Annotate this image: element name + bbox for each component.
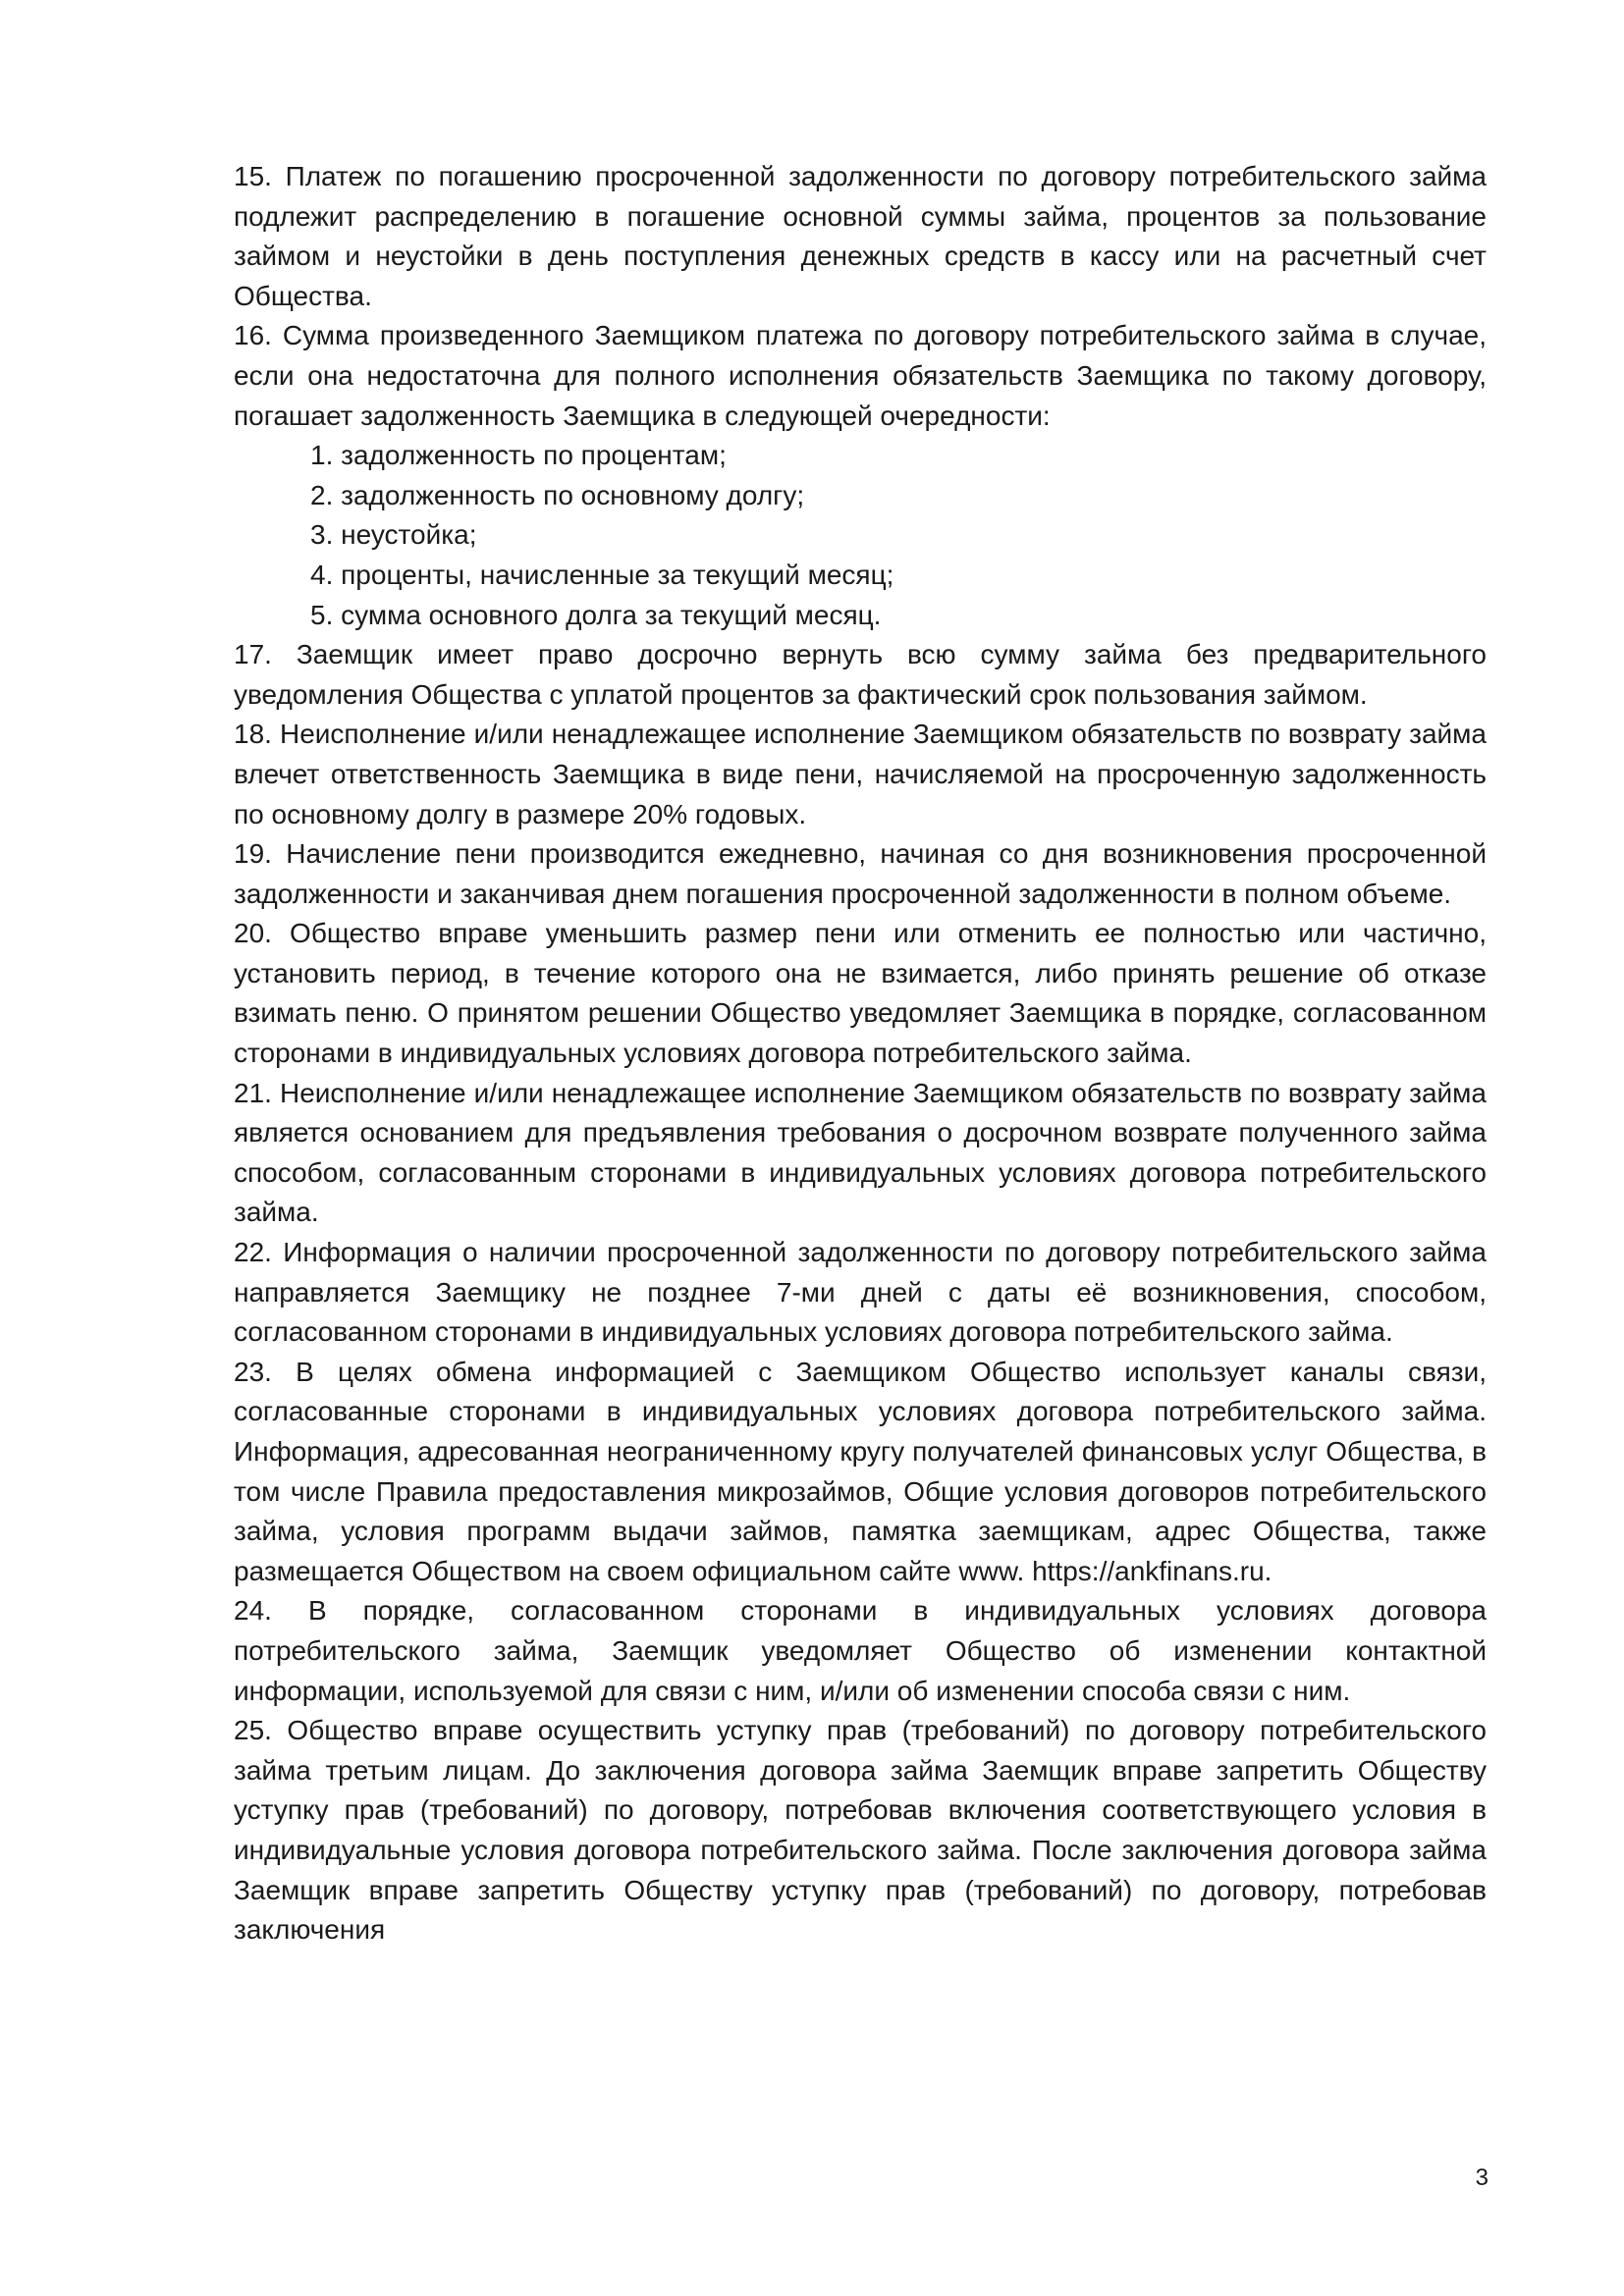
paragraph-16: 16. Сумма произведенного Заемщиком платежа по договору потребительского займа в случае, если она недостаточна для полного исполнения обязательств Заемщика по такому договору, погашает задолженность Заемщика в следующей очередности: [234, 320, 1487, 431]
paragraph-15: 15. Платеж по погашению просроченной задолженности по договору потребительского займа подлежит распределению в погашение основной суммы займа, процентов за пользование займом и неустойки в день поступления денежных средств в кассу или на расчетный счет Общества. [234, 161, 1487, 311]
list-item: 5. сумма основного долга за текущий месяц. [310, 599, 882, 630]
paragraph-19: 19. Начисление пени производится ежедневно, начиная со дня возникновения просроченной задолженности и заканчивая днем погашения просроченной задолженности в полном объеме. [234, 838, 1487, 909]
paragraph-20: 20. Общество вправе уменьшить размер пени или отменить ее полностью или частично, установить период, в течение которого она не взимается, либо принять решение об отказе взимать пеню. О принятом решении Общество уведомляет Заемщика в порядке, согласованном сторонами в индивидуальных условиях договора потребительского займа. [234, 918, 1487, 1069]
paragraph-23: 23. В целях обмена информацией с Заемщиком Общество использует каналы связи, согласованные сторонами в индивидуальных условиях договора потребительского займа. Информация, адресованная неограниченному кругу получателей финансовых услуг Общества, в том числе Правила предоставления микрозаймов, Общие условия договоров потребительского займа, условия программ выдачи займов, памятка заемщикам, адрес Общества, также размещается Обществом на своем официальном сайте www. https://ankfinans.ru. [234, 1356, 1487, 1586]
list-item: 2. задолженность по основному долгу; [310, 479, 805, 510]
document-body [234, 157, 1487, 1950]
page-number: 3 [1475, 2164, 1489, 2191]
paragraph-24: 24. В порядке, согласованном сторонами в индивидуальных условиях договора потребительского займа, Заемщик уведомляет Общество об изменении контактной информации, используемой для связи с ним, и/или об изменении способа связи с ним. [234, 1595, 1487, 1706]
paragraph-22: 22. Информация о наличии просроченной задолженности по договору потребительского займа направляется Заемщику не позднее 7-ми дней с даты её возникновения, способом, согласованном сторонами в индивидуальных условиях договора потребительского займа. [234, 1237, 1487, 1348]
list-item: 3. неустойка; [310, 519, 477, 551]
paragraph-25: 25. Общество вправе осуществить уступку прав (требований) по договору потребительского займа третьим лицам. До заключения договора займа Заемщик вправе запретить Обществу уступку прав (требований) по договору, потребовав включения соответствующего условия в индивидуальные условия договора потребительского займа. После заключения договора займа Заемщик вправе запретить Обществу уступку прав (требований) по договору, потребовав заключения [234, 1715, 1487, 1946]
list-item: 1. задолженность по процентам; [310, 440, 727, 471]
paragraph-21: 21. Неисполнение и/или ненадлежащее исполнение Заемщиком обязательств по возврату займа является основанием для предъявления требования о досрочном возврате полученного займа способом, согласованным сторонами в индивидуальных условиях договора потребительского займа. [234, 1077, 1487, 1228]
paragraph-17: 17. Заемщик имеет право досрочно вернуть всю сумму займа без предварительного уведомления Общества с уплатой процентов за фактический срок пользования займом. [234, 639, 1487, 710]
payment-order-list [234, 436, 1487, 635]
paragraph-18: 18. Неисполнение и/или ненадлежащее исполнение Заемщиком обязательств по возврату займа влечет ответственность Заемщика в виде пени, начисляемой на просроченную задолженность по основному долгу в размере 20% годовых. [234, 719, 1487, 829]
list-item: 4. проценты, начисленные за текущий месяц; [310, 559, 894, 590]
